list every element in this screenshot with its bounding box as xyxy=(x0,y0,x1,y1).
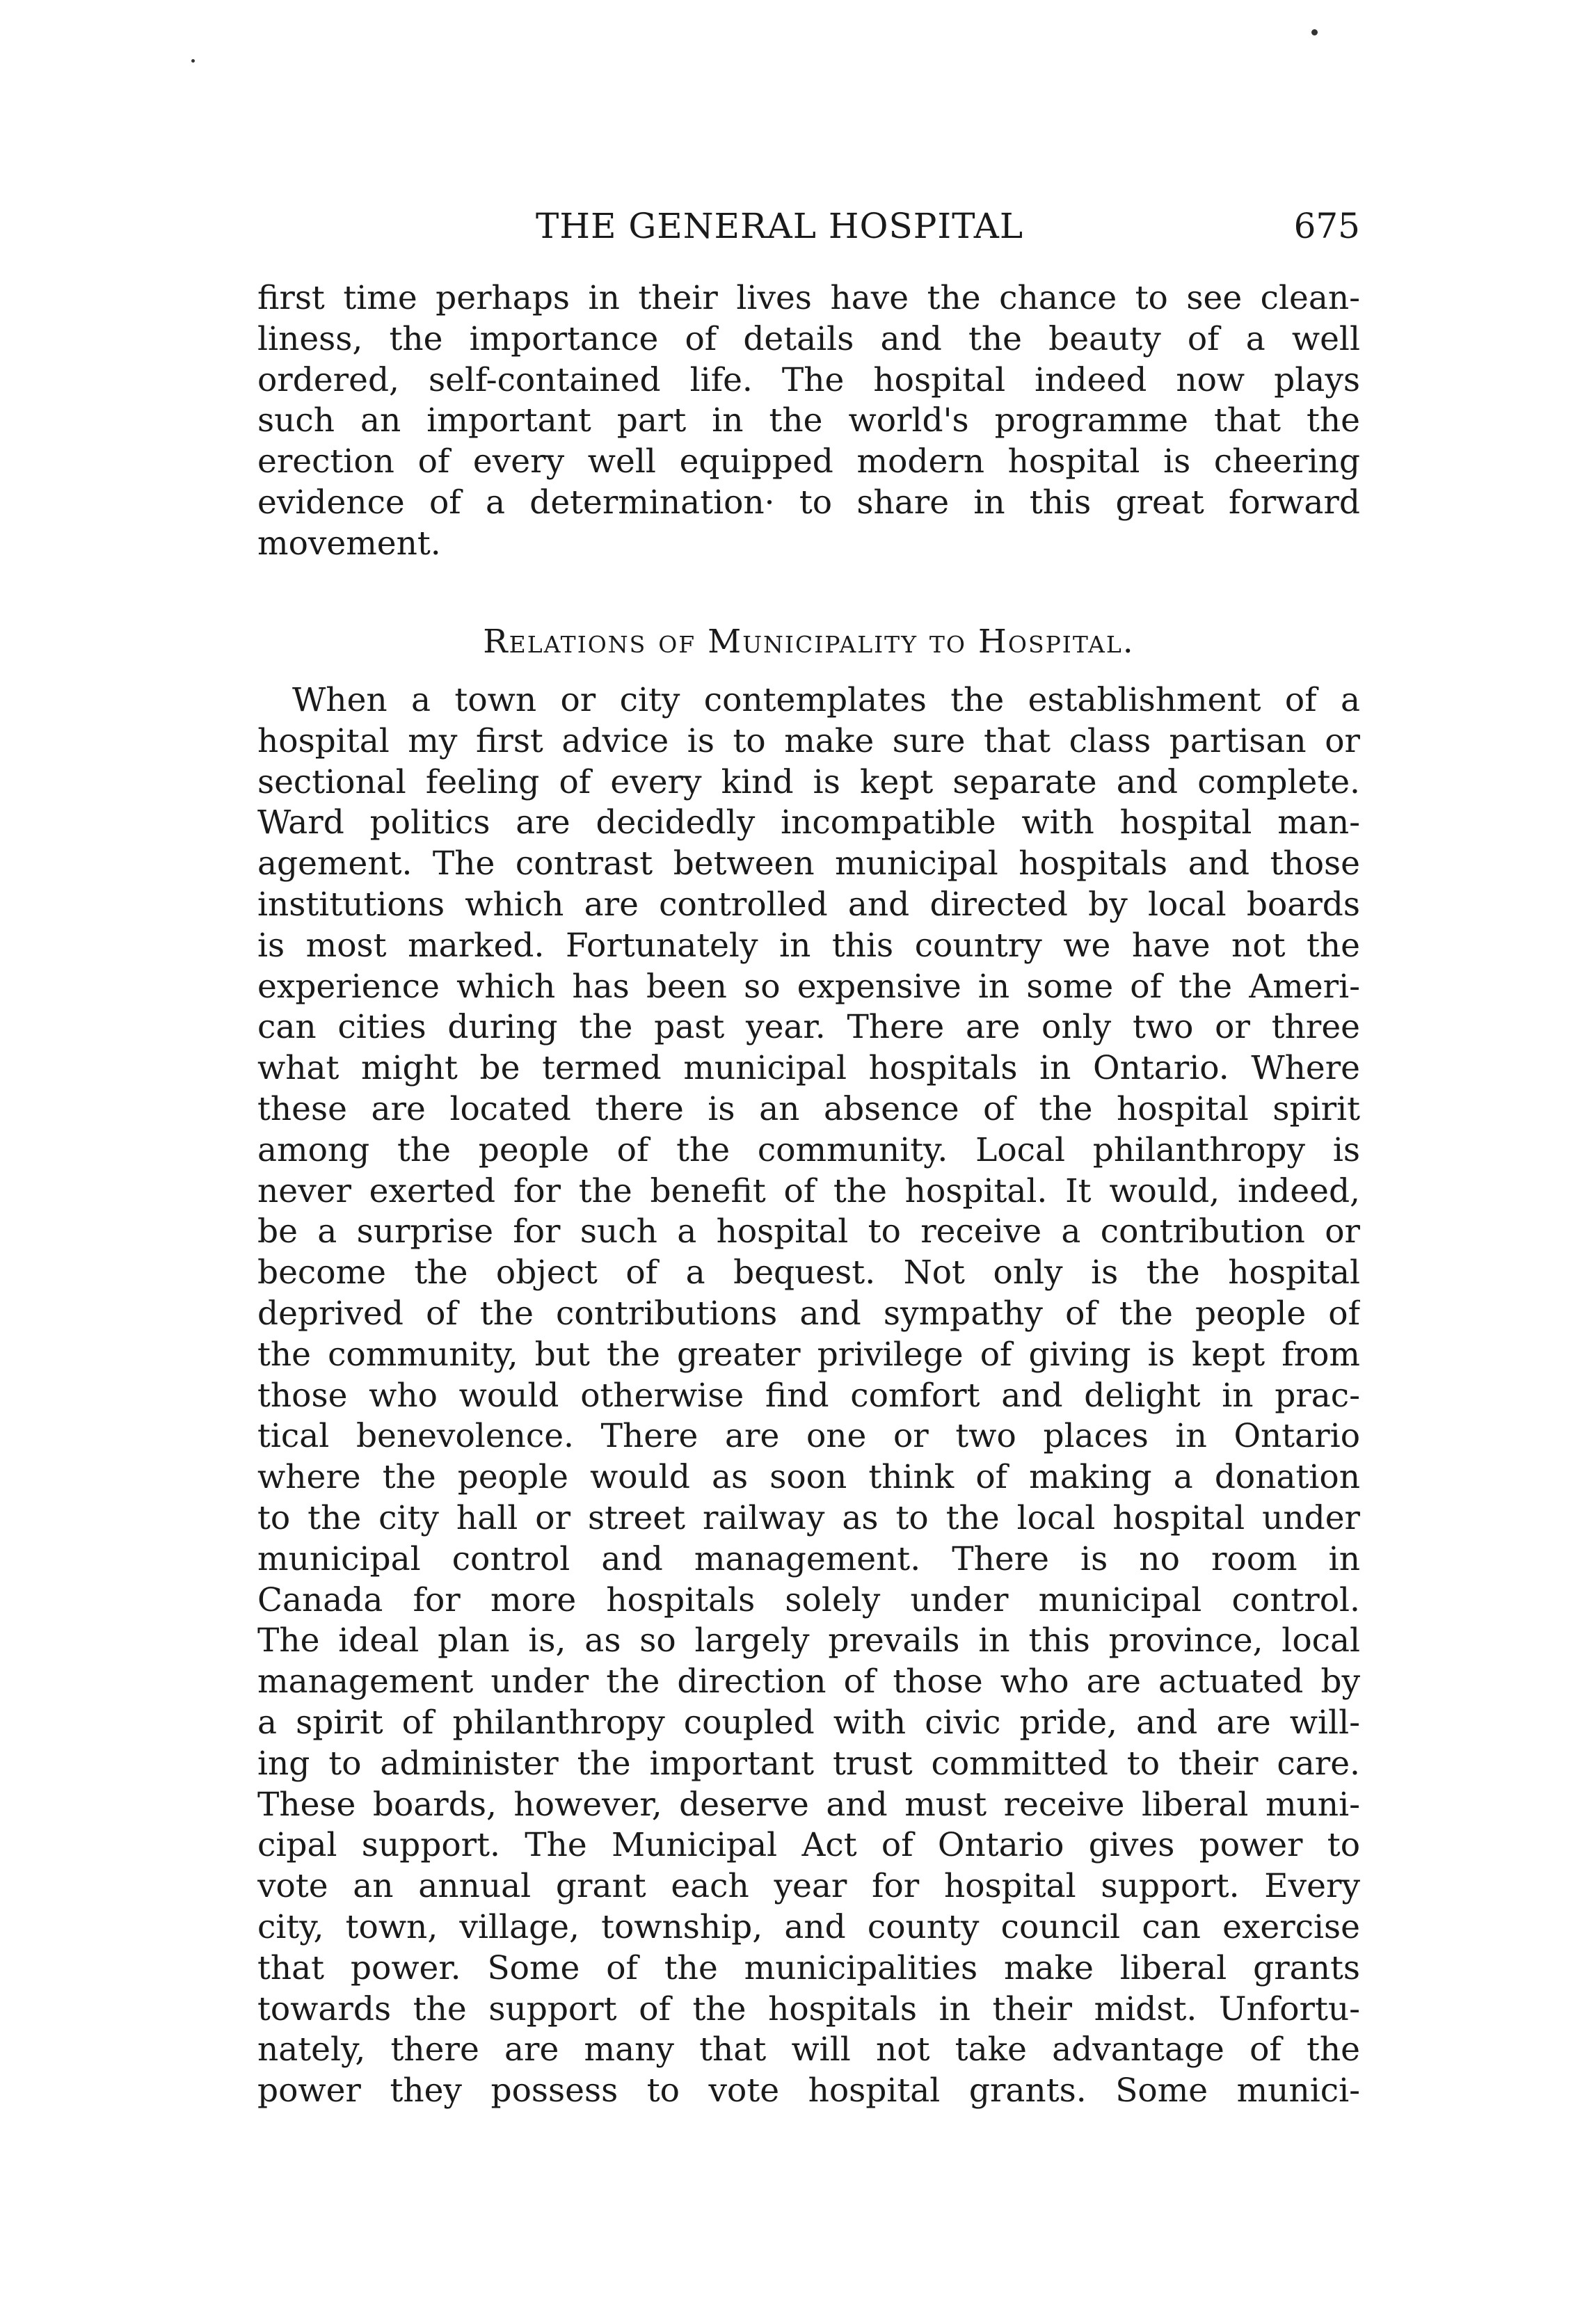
print-speck xyxy=(1311,29,1318,35)
text-line: these are located there is an absence of the hospital spirit xyxy=(257,1089,1360,1128)
text-line: a spirit of philanthropy coupled with civic pride, and are will- xyxy=(257,1703,1360,1742)
section-heading: Relations of Municipality to Hospital. xyxy=(483,623,1135,661)
text-line: movement. xyxy=(257,524,441,563)
text-line: The ideal plan is, as so largely prevails in this province, local xyxy=(257,1621,1360,1660)
text-line: ordered, self-contained life. The hospital indeed now plays xyxy=(257,360,1360,399)
text-line: liness, the importance of details and the beauty of a well xyxy=(257,319,1360,358)
text-line: be a surprise for such a hospital to receive a contribution or xyxy=(257,1212,1360,1251)
text-line: evidence of a determination· to share in this great forward xyxy=(257,483,1360,522)
running-title: THE GENERAL HOSPITAL xyxy=(536,206,1024,246)
text-line: the community, but the greater privilege of giving is kept from xyxy=(257,1335,1360,1374)
text-line: those who would otherwise find comfort and delight in prac- xyxy=(257,1376,1360,1415)
text-line: agement. The contrast between municipal hospitals and those xyxy=(257,844,1360,883)
text-line: management under the direction of those who are actuated by xyxy=(257,1662,1360,1701)
text-line: power they possess to vote hospital grants. Some munici- xyxy=(257,2071,1360,2110)
text-line: nately, there are many that will not take advantage of the xyxy=(257,2030,1360,2069)
text-line: city, town, village, township, and county council can exercise xyxy=(257,1907,1360,1946)
text-line: tical benevolence. There are one or two places in Ontario xyxy=(257,1417,1360,1456)
paragraph-continued xyxy=(257,278,1360,565)
text-line: deprived of the contributions and sympathy of the people of xyxy=(257,1294,1360,1333)
text-line: what might be termed municipal hospitals in Ontario. Where xyxy=(257,1049,1360,1088)
text-line: institutions which are controlled and directed by local boards xyxy=(257,885,1360,924)
text-line: can cities during the past year. There are only two or three xyxy=(257,1008,1360,1047)
text-line: first time perhaps in their lives have the chance to see clean- xyxy=(257,279,1360,317)
text-line: vote an annual grant each year for hospital support. Every xyxy=(257,1867,1360,1906)
paragraph-body xyxy=(257,680,1360,2112)
text-line: hospital my first advice is to make sure that class partisan or xyxy=(257,721,1360,760)
text-line: never exerted for the benefit of the hospital. It would, indeed, xyxy=(257,1171,1360,1210)
text-line: become the object of a bequest. Not only is the hospital xyxy=(257,1253,1360,1292)
running-head xyxy=(257,202,1360,250)
text-line: where the people would as soon think of making a donation xyxy=(257,1458,1360,1497)
text-line: These boards, however, deserve and must receive liberal muni- xyxy=(257,1785,1360,1824)
text-line: to the city hall or street railway as to the local hospital under xyxy=(257,1498,1360,1537)
text-line: municipal control and management. There is no room in xyxy=(257,1539,1360,1578)
text-line: experience which has been so expensive in some of the Ameri- xyxy=(257,967,1360,1006)
text-line: among the people of the community. Local philanthropy is xyxy=(257,1130,1360,1169)
text-line: towards the support of the hospitals in their midst. Unfortu- xyxy=(257,1989,1360,2028)
text-line: sectional feeling of every kind is kept separate and complete. xyxy=(257,762,1360,801)
text-line: Ward politics are decidedly incompatible with hospital man- xyxy=(257,803,1360,842)
text-line: erection of every well equipped modern hospital is cheering xyxy=(257,442,1360,481)
print-speck xyxy=(191,59,195,63)
text-line: that power. Some of the municipalities make liberal grants xyxy=(257,1948,1360,1987)
page-number: 675 xyxy=(1293,206,1360,246)
text-line: ing to administer the important trust committed to their care. xyxy=(257,1744,1360,1783)
text-line: such an important part in the world's programme that the xyxy=(257,401,1360,440)
text-line: cipal support. The Municipal Act of Ontario gives power to xyxy=(257,1826,1360,1865)
text-line: is most marked. Fortunately in this country we have not the xyxy=(257,926,1360,965)
text-line: Canada for more hospitals solely under municipal control. xyxy=(257,1580,1360,1619)
text-line: When a town or city contemplates the establishment of a xyxy=(292,681,1360,719)
